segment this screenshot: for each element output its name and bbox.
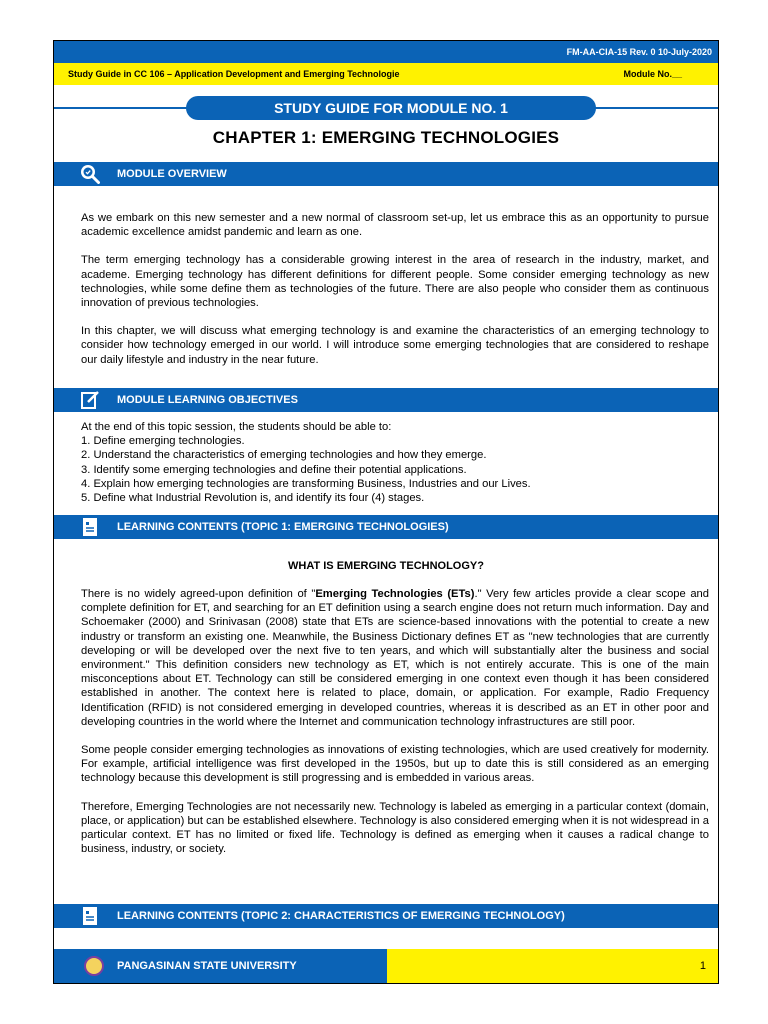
topic1-text — [81, 587, 709, 870]
form-code-bar — [54, 41, 718, 63]
chapter-title: CHAPTER 1: EMERGING TECHNOLOGIES — [212, 128, 560, 147]
objective-item: 1. Define emerging technologies. — [81, 435, 245, 448]
section-topic2-title: LEARNING CONTENTS (TOPIC 2: CHARACTERISTICS OF EMERGING TECHNOLOGY) — [117, 910, 565, 922]
topic1-p1-after: ." Very few articles provide a clear scope and complete definition for ET, and searching for an ET definition using a search engine does not return much information. Day and Schoemaker (2000) and Srinivasan (2008) state that ETs are science-based innovations with the potential to create a new industry or transform an existing one. Meanwhile, the Business Dictionary defines ET as "new technologies that are currently developing or will be developed over the next five to ten years, and which will substantially alter the business and social environment." This definition considers new technology as ET, which is not entirely accurate. This is one of the main misconceptions about ET. Technology can still be considered emerging in one context even though it has been considered established in another. The context here is related to place, domain, or application. For example, Radio Frequency Identification (RFID) is not considered emerging in developed countries, whereas it is described as an ET in other poor and developing countries in the world where the Internet and communication technology infrastructures are still poor. — [81, 588, 709, 728]
study-guide-title: Study Guide in CC 106 – Application Development and Emerging Technologie — [68, 69, 400, 79]
form-code: FM-AA-CIA-15 Rev. 0 10-July-2020 — [566, 47, 712, 57]
section-overview-title: MODULE OVERVIEW — [117, 168, 227, 180]
overview-paragraph: The term emerging technology has a considerable growing interest in the area of research in the industry, market, and academe. Emerging technology has different definitions for different people. Some consider emerging technology as new technologies, while some define them as technologies of the future. There are also people who consider them as continuous innovation of previous technologies. — [81, 254, 709, 310]
section-topic2-header — [54, 904, 718, 928]
topic1-paragraph: Some people consider emerging technologies as innovations of existing technologies, which are used creatively for modernity. For example, artificial intelligence was first developed in the 1950s, but up to date this is still considered as an emerging technology because this development is still progressing and is embedded in various areas. — [81, 744, 709, 785]
overview-paragraph: As we embark on this new semester and a new normal of classroom set-up, let us embrace this as an opportunity to pursue academic excellence amidst pandemic and learn as one. — [81, 212, 709, 239]
document-list-icon — [80, 517, 100, 537]
section-objectives-header — [54, 388, 718, 412]
objective-item: 5. Define what Industrial Revolution is, and identify its four (4) stages. — [81, 492, 425, 505]
objective-item: 4. Explain how emerging technologies are transforming Business, Industries and our Lives. — [81, 477, 531, 490]
overview-text — [81, 211, 709, 381]
study-guide-bar — [54, 63, 718, 85]
objective-item: 2. Understand the characteristics of emerging technologies and how they emerge. — [81, 449, 487, 462]
topic1-heading: WHAT IS EMERGING TECHNOLOGY? — [288, 560, 484, 572]
section-objectives-title: MODULE LEARNING OBJECTIVES — [117, 394, 298, 406]
objective-item: 3. Identify some emerging technologies and define their potential applications. — [81, 463, 467, 476]
footer-page-bar — [387, 949, 718, 983]
title-rule-right — [589, 107, 718, 109]
topic1-p1-bold: Emerging Technologies (ETs) — [315, 588, 475, 600]
document-page — [53, 40, 719, 984]
topic1-paragraph — [81, 587, 709, 729]
objectives-intro: At the end of this topic session, the students should be able to: — [81, 421, 392, 433]
page-number: 1 — [699, 960, 706, 972]
topic1-p1-before: There is no widely agreed-upon definition of " — [81, 588, 316, 600]
overview-paragraph: In this chapter, we will discuss what emerging technology is and examine the characteristics of an emerging technology to consider how technology emerged in our world. I will introduce some emerging technologies that are considered to reshape our daily lifestyle and industry in the near future. — [81, 325, 709, 366]
topic1-paragraph: Therefore, Emerging Technologies are not necessarily new. Technology is labeled as emerging in a particular context (domain, place, or application) but can be established elsewhere. Technology is also considered emerging when it is not widespread in a particular context. ET has no limited or fixed life. Technology is defined as emerging when it causes a radical change to business, industry, or society. — [81, 800, 709, 856]
title-rule-left — [54, 107, 194, 109]
module-number: Module No.__ — [623, 69, 682, 79]
footer-university-bar — [54, 949, 387, 983]
section-overview-header — [54, 162, 718, 186]
university-name: PANGASINAN STATE UNIVERSITY — [117, 960, 297, 972]
magnifier-icon — [80, 164, 100, 184]
objectives-text — [81, 420, 709, 505]
section-topic1-title: LEARNING CONTENTS (TOPIC 1: EMERGING TECHNOLOGIES) — [117, 521, 449, 533]
university-logo-icon — [84, 956, 104, 976]
document-list-icon — [80, 906, 100, 926]
section-topic1-header — [54, 515, 718, 539]
edit-note-icon — [80, 390, 100, 410]
module-title: STUDY GUIDE FOR MODULE NO. 1 — [186, 96, 596, 120]
objectives-list — [81, 434, 709, 505]
